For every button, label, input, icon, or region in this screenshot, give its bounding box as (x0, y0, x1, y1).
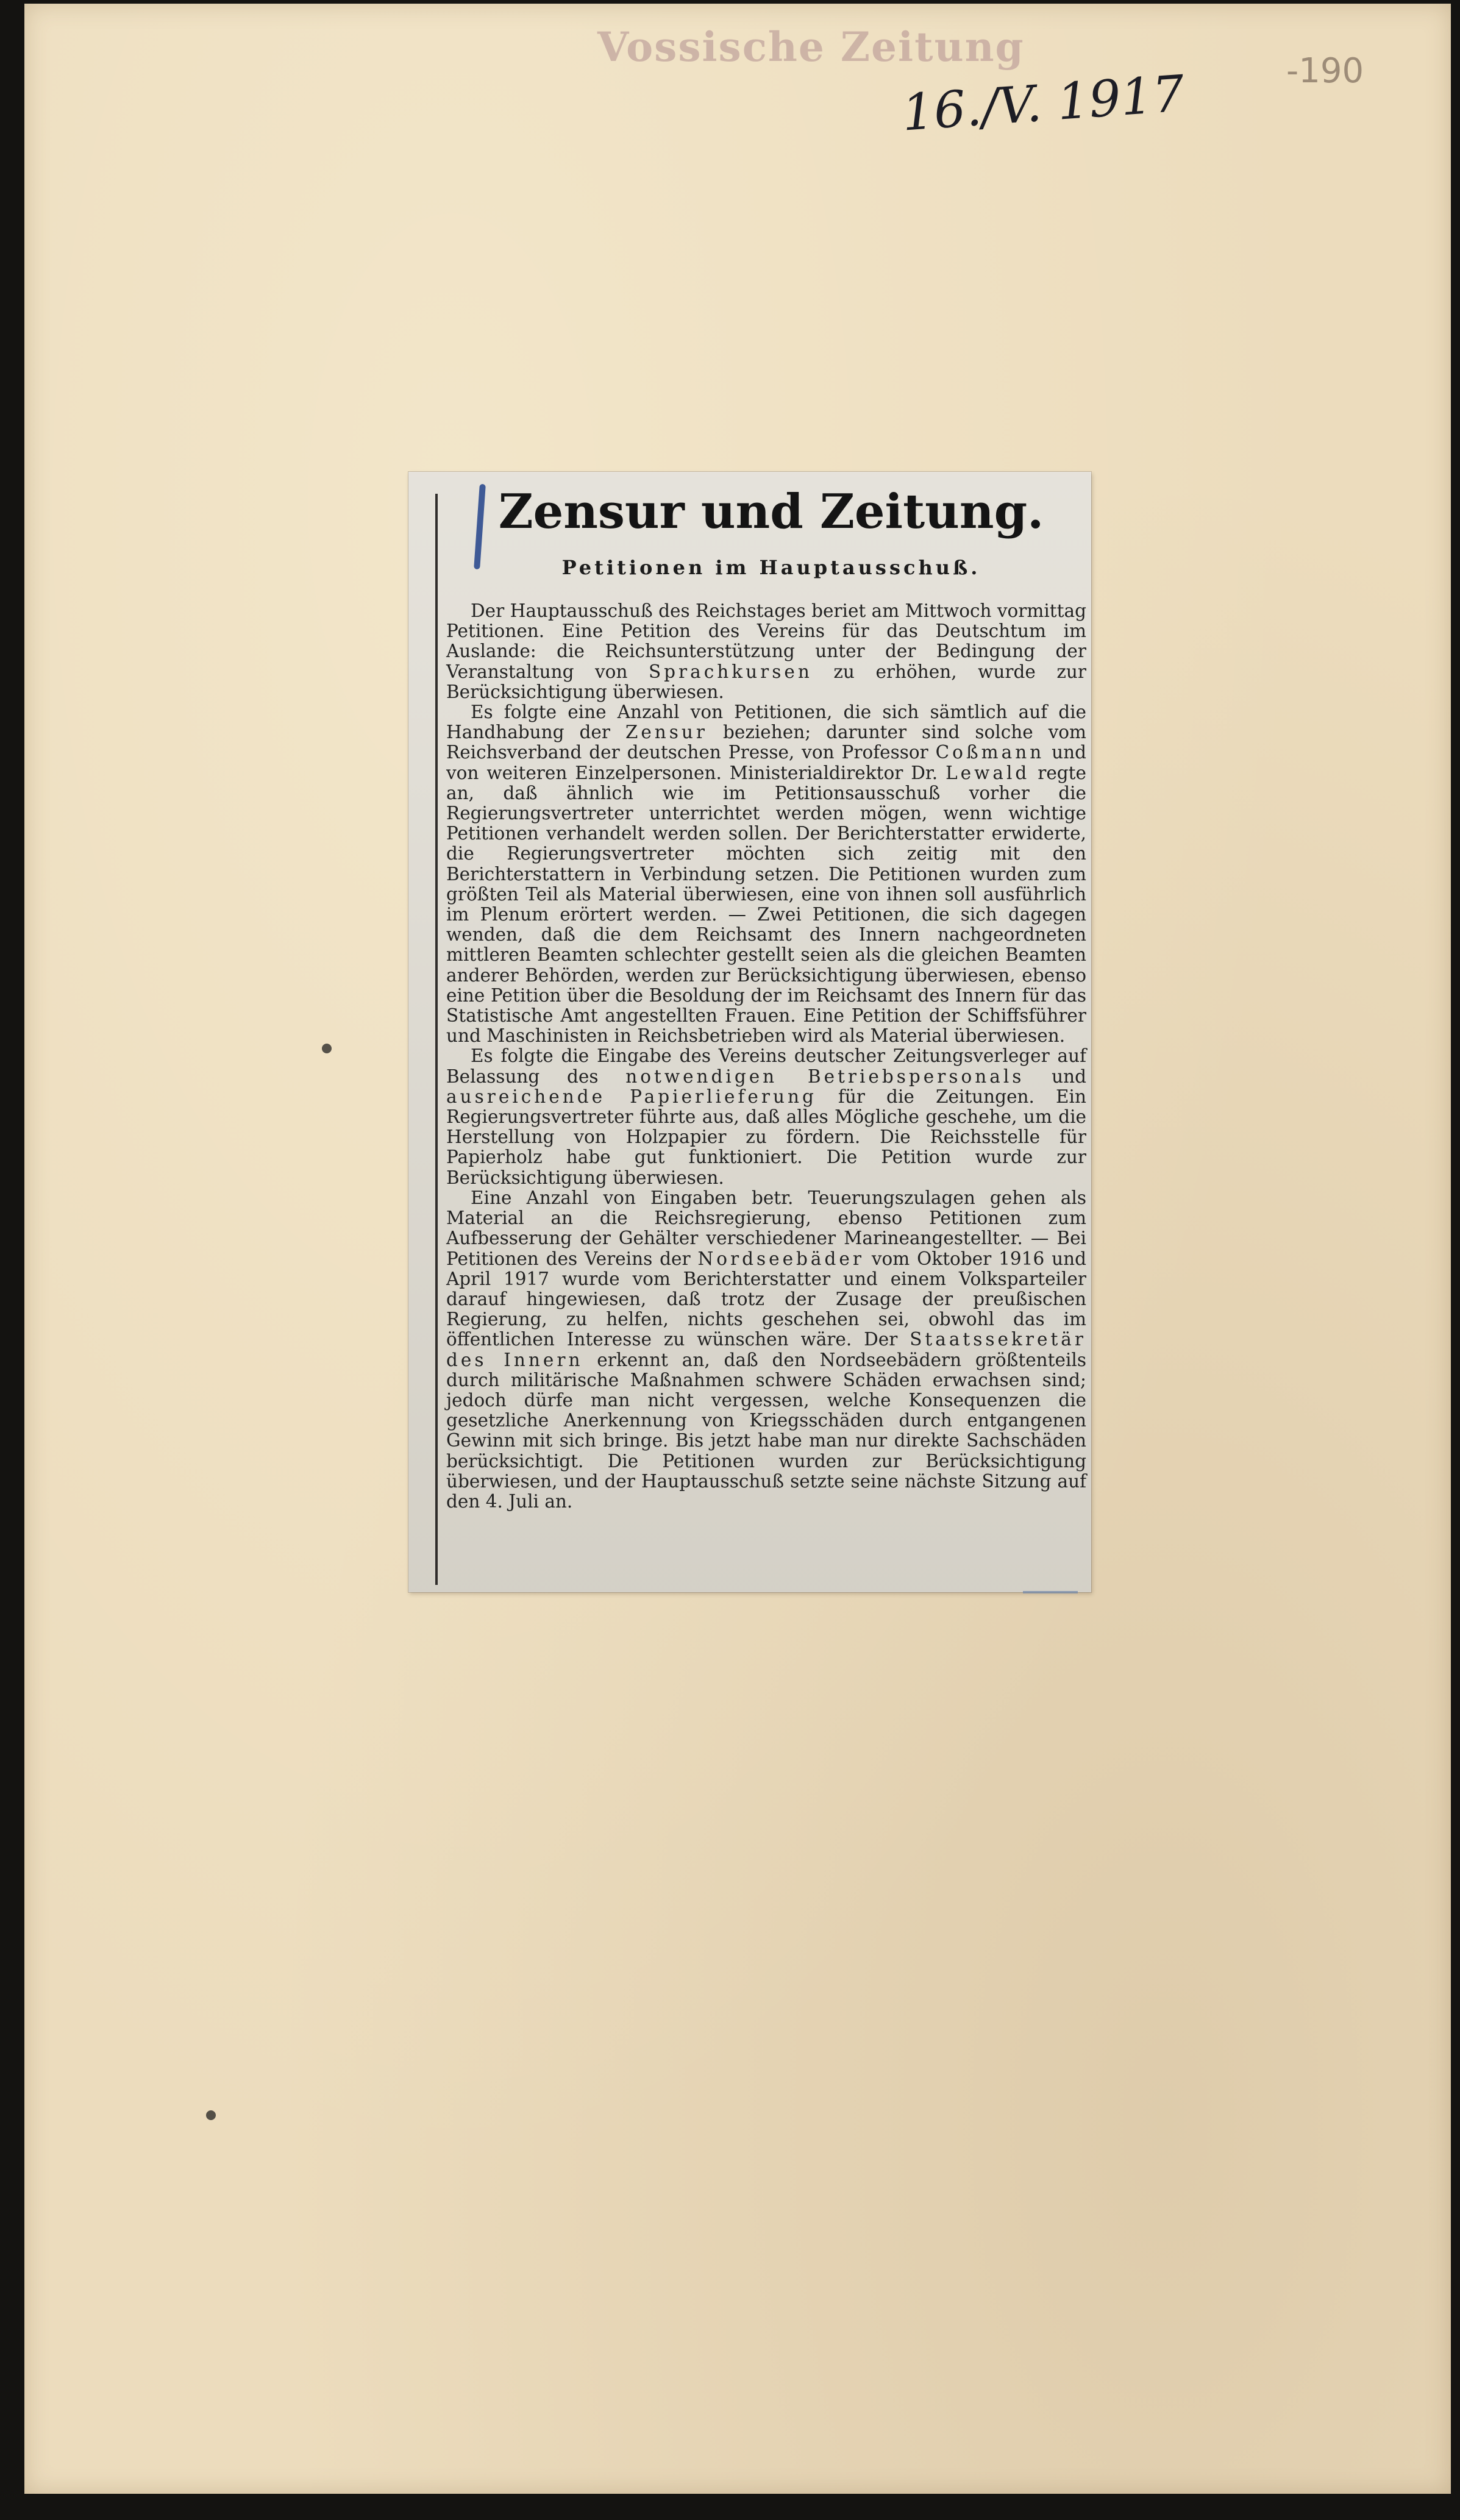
emphasis: Coßmann (935, 742, 1045, 763)
archive-sheet (24, 4, 1451, 2494)
paragraph-1: Der Hauptausschuß des Reichstages beriet am Mittwoch vormittag Petitionen. Eine Petition des Vereins für das Deutschtum im Auslande: die Reichsunterstützung unter der Bedingung der Veranstaltung von Sprachkursen zu erhöhen, wurde zur Berücksichtigung überwiesen. (446, 600, 1086, 702)
emphasis: ausreichende Papierlieferung (446, 1086, 817, 1107)
emphasis: Zensur (625, 722, 708, 743)
paragraph-4: Eine Anzahl von Eingaben betr. Teuerungszulagen gehen als Material an die Reichsregierung, ebenso Petitionen zum Aufbesserung der Gehälter verschiedener Marineangestellter. — Bei Petitionen des Vereins der Nordseebäder vom Oktober 1916 und April 1917 wurde vom Berichterstatter und einem Volksparteiler darauf hingewiesen, daß trotz der Zusage der preußischen Regierung, zu helfen, nichts geschehen sei, obwohl das im öffentlichen Interesse zu wünschen wäre. Der Staatssekretär des Innern erkennt an, daß den Nordseebädern größtenteils durch militärische Maßnahmen schwere Schäden erwachsen sind; jedoch dürfe man nicht vergessen, welche Konsequenzen die gesetzliche Anerkennung von Kriegsschäden durch entgangenen Gewinn mit sich bringe. Bis jetzt habe man nur direkte Sachschäden berücksichtigt. Die Petitionen wurden zur Berücksichtigung überwiesen, und der Hauptausschuß setzte seine nächste Sitzung auf den 4. Juli an. (446, 1187, 1087, 1512)
punch-hole-top (322, 1044, 332, 1053)
emphasis: notwendigen Betriebspersonals (625, 1066, 1025, 1087)
clipping-column-rule (435, 494, 438, 1585)
newspaper-stamp: Vossische Zeitung (597, 23, 1025, 71)
emphasis: Nordseebäder (697, 1248, 864, 1269)
article-subhead: Petitionen im Hauptausschuß. (561, 556, 981, 579)
handwritten-date: 16./V. 1917 (900, 65, 1186, 143)
emphasis: Sprachkursen (648, 661, 813, 682)
folio-number: -190 (1286, 51, 1364, 91)
clipping-edge-mark (1023, 1591, 1078, 1593)
paragraph-2: Es folgte eine Anzahl von Petitionen, die sich sämtlich auf die Handhabung der Zensur beziehen; darunter sind solche vom Reichsverband der deutschen Presse, von Professor Coßmann und von weiteren Einzelpersonen. Ministerialdirektor Dr. Lewald regte an, daß ähnlich wie im Petitionsausschuß vorher die Regierungsvertreter unterrichtet werden mögen, wenn wichtige Petitionen verhandelt werden sollen. Der Berichterstatter erwiderte, die Regierungsvertreter möchten sich zeitig mit den Berichterstattern in Verbindung setzen. Die Petitionen wurden zum größten Teil als Material überwiesen, eine von ihnen soll ausführlich im Plenum erörtert werden. — Zwei Petitionen, die sich dagegen wenden, daß die dem Reichsamt des Innern nachgeordneten mittleren Beamten schlechter gestellt seien als die gleichen Beamten anderer Behörden, werden zur Berücksichtigung überwiesen, ebenso eine Petition über die Besoldung der im Reichsamt des Innern für das Statistische Amt angestellten Frauen. Eine Petition der Schiffsführer und Maschinisten in Reichsbetrieben wird als Material überwiesen. (446, 702, 1086, 1047)
article-body (446, 601, 1086, 1570)
emphasis: Lewald (945, 762, 1030, 783)
paragraph-3: Es folgte die Eingabe des Vereins deutscher Zeitungsverleger auf Belassung des notwendigen Betriebspersonals und ausreichende Papierlieferung für die Zeitungen. Ein Regierungsvertreter führte aus, daß alles Mögliche geschehe, um die Herstellung von Holzpapier zu fördern. Die Reichsstelle für Papierholz habe gut funktioniert. Die Petition wurde zur Berücksichtigung überwiesen. (446, 1045, 1086, 1188)
newspaper-clipping (408, 472, 1091, 1592)
emphasis: Staatssekretär des Innern (446, 1329, 1086, 1370)
article-headline: Zensur und Zeitung. (498, 484, 1044, 539)
punch-hole-bottom (206, 2110, 216, 2120)
